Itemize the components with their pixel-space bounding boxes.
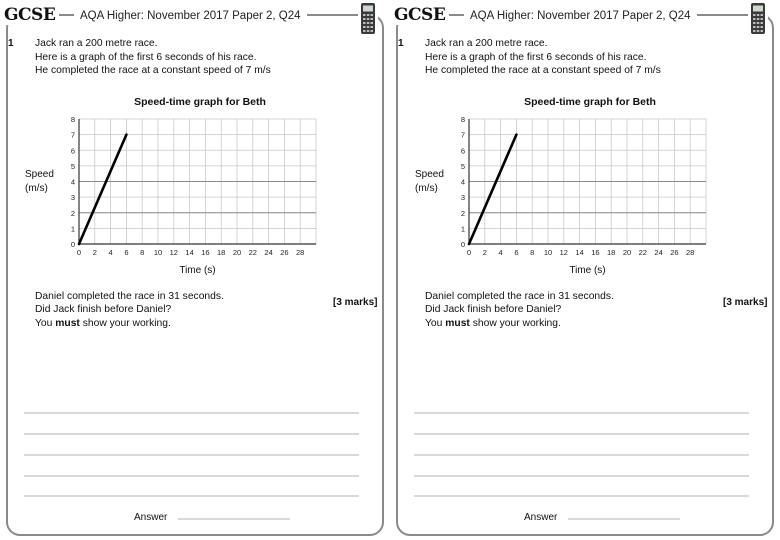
question-line: Daniel completed the race in 31 seconds. <box>35 291 224 302</box>
speed-time-chart <box>450 110 720 280</box>
question-part <box>425 290 614 330</box>
intro-line: Here is a graph of the first 6 seconds of his race. <box>35 51 257 63</box>
x-tick-label: 18 <box>217 248 226 257</box>
x-tick-label: 20 <box>622 248 632 257</box>
y-axis-label-line: (m/s) <box>415 183 438 194</box>
intro-line: Jack ran a 200 metre race. <box>425 38 548 49</box>
question-number: 1 <box>398 38 404 49</box>
x-tick-label: 20 <box>232 248 242 257</box>
working-line[interactable] <box>24 454 359 456</box>
x-tick-label: 14 <box>185 248 194 257</box>
intro-line: Here is a graph of the first 6 seconds of his race. <box>425 51 647 63</box>
x-tick-label: 22 <box>638 248 647 257</box>
y-tick-label: 3 <box>70 193 75 203</box>
y-tick-label: 6 <box>70 146 75 156</box>
working-line[interactable] <box>24 412 359 414</box>
y-axis-label-line: Speed <box>415 169 444 180</box>
x-tick-label: 16 <box>201 248 210 257</box>
worksheet-panel-right <box>390 0 780 540</box>
question-number: 1 <box>8 38 14 49</box>
y-axis-label-line: (m/s) <box>25 183 48 194</box>
working-instruction: You must show your working. <box>35 317 171 329</box>
chart-title: Speed-time graph for Beth <box>134 96 266 108</box>
intro-line: He completed the race at a constant speed of 7 m/s <box>425 65 661 77</box>
x-tick-label: 28 <box>296 248 305 257</box>
x-tick-label: 26 <box>670 248 679 257</box>
x-tick-label: 24 <box>264 248 273 257</box>
answer-line[interactable] <box>568 518 680 520</box>
working-line[interactable] <box>414 433 749 435</box>
y-tick-label: 6 <box>460 146 465 156</box>
intro-line: Jack ran a 200 metre race. <box>35 38 158 49</box>
x-tick-label: 12 <box>559 248 568 257</box>
paper-reference: AQA Higher: November 2017 Paper 2, Q24 <box>464 9 697 23</box>
question-line: Did Jack finish before Daniel? <box>35 304 172 316</box>
x-tick-label: 8 <box>530 248 535 257</box>
x-tick-label: 14 <box>575 248 584 257</box>
working-instruction: You must show your working. <box>425 317 561 329</box>
x-tick-label: 12 <box>169 248 178 257</box>
marks-label: [3 marks] <box>723 297 768 308</box>
y-tick-label: 5 <box>70 161 75 171</box>
y-tick-label: 3 <box>460 193 465 203</box>
x-axis-label: Time (s) <box>569 265 606 276</box>
y-tick-label: 7 <box>70 130 75 140</box>
x-tick-label: 16 <box>591 248 600 257</box>
question-line: Daniel completed the race in 31 seconds. <box>425 291 614 302</box>
working-line[interactable] <box>414 412 749 414</box>
x-tick-label: 0 <box>76 248 82 257</box>
y-tick-label: 8 <box>460 115 465 124</box>
y-axis-label <box>415 168 444 196</box>
must-emphasis: must <box>445 317 470 329</box>
y-tick-label: 1 <box>70 224 75 234</box>
question-intro <box>425 37 661 78</box>
question-line: Did Jack finish before Daniel? <box>425 304 562 316</box>
y-tick-label: 1 <box>460 224 465 234</box>
question-intro <box>35 37 271 78</box>
x-tick-label: 28 <box>686 248 695 257</box>
question-part <box>35 290 224 330</box>
y-axis-label <box>25 168 54 196</box>
intro-line: He completed the race at a constant speed of 7 m/s <box>35 65 271 77</box>
calculator-icon <box>358 2 378 36</box>
speed-line <box>469 135 516 244</box>
gcse-logo: GCSE <box>392 5 449 25</box>
x-tick-label: 6 <box>124 248 129 257</box>
working-line[interactable] <box>24 495 359 497</box>
x-tick-label: 8 <box>140 248 145 257</box>
chart-title: Speed-time graph for Beth <box>524 96 656 108</box>
x-tick-label: 10 <box>543 248 553 257</box>
answer-line[interactable] <box>178 518 290 520</box>
x-tick-label: 24 <box>654 248 663 257</box>
working-line[interactable] <box>414 454 749 456</box>
y-tick-label: 4 <box>460 177 465 187</box>
y-axis-label-line: Speed <box>25 169 54 180</box>
speed-time-chart <box>60 110 330 280</box>
gcse-logo: GCSE <box>2 5 59 25</box>
x-tick-label: 4 <box>108 248 113 257</box>
speed-line <box>79 135 126 244</box>
y-tick-label: 8 <box>70 115 75 124</box>
working-line[interactable] <box>414 495 749 497</box>
x-tick-label: 10 <box>153 248 163 257</box>
y-tick-label: 2 <box>70 208 75 218</box>
y-tick-label: 0 <box>460 240 465 249</box>
y-tick-label: 2 <box>460 208 465 218</box>
x-tick-label: 6 <box>514 248 519 257</box>
answer-label: Answer <box>134 512 168 523</box>
x-tick-label: 2 <box>92 248 97 257</box>
x-tick-label: 18 <box>607 248 616 257</box>
x-tick-label: 2 <box>482 248 487 257</box>
must-emphasis: must <box>55 317 80 329</box>
calculator-icon <box>748 2 768 36</box>
x-axis-label: Time (s) <box>179 265 216 276</box>
marks-label: [3 marks] <box>333 297 378 308</box>
y-tick-label: 5 <box>460 161 465 171</box>
x-tick-label: 26 <box>280 248 289 257</box>
y-tick-label: 4 <box>70 177 75 187</box>
x-tick-label: 0 <box>466 248 472 257</box>
working-line[interactable] <box>24 475 359 477</box>
x-tick-label: 22 <box>248 248 257 257</box>
x-tick-label: 4 <box>498 248 503 257</box>
y-tick-label: 0 <box>70 240 75 249</box>
working-line[interactable] <box>414 475 749 477</box>
paper-reference: AQA Higher: November 2017 Paper 2, Q24 <box>74 9 307 23</box>
working-line[interactable] <box>24 433 359 435</box>
y-tick-label: 7 <box>460 130 465 140</box>
answer-label: Answer <box>524 512 558 523</box>
